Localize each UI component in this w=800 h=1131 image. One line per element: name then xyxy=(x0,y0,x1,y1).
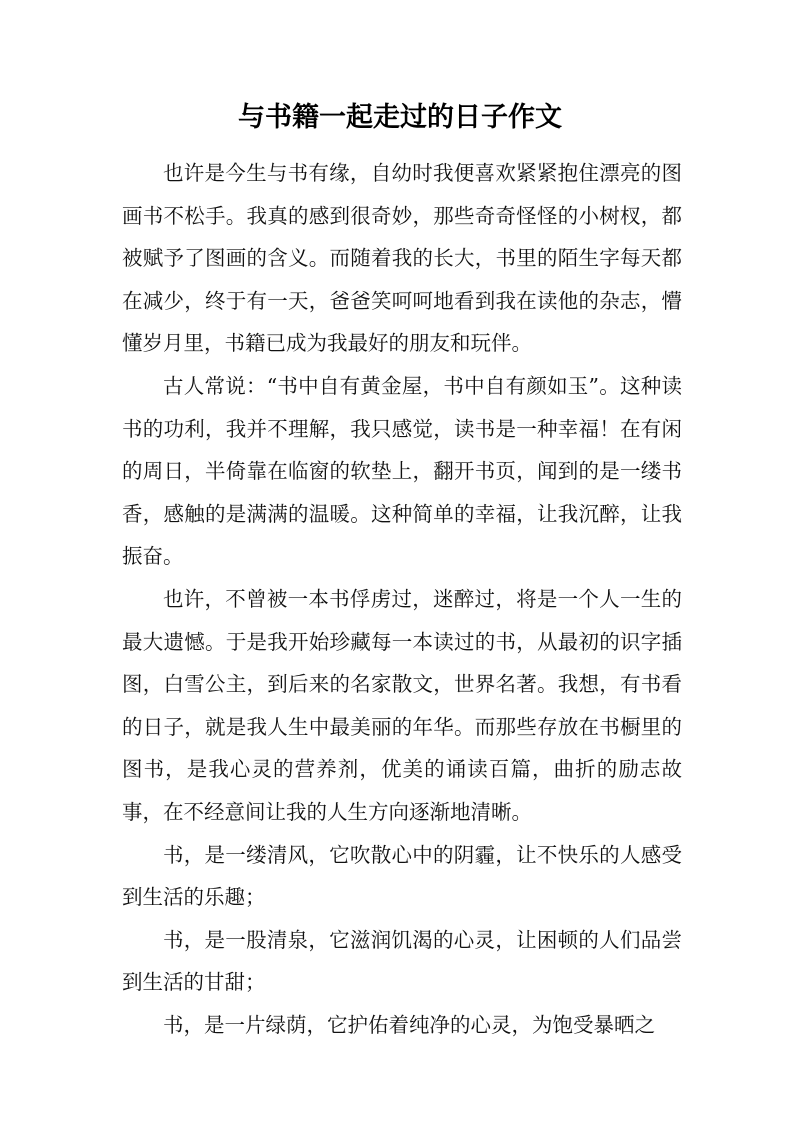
document-title: 与书籍一起走过的日子作文 xyxy=(238,102,562,133)
paragraph: 书，是一缕清风，它吹散心中的阴霾，让不快乐的人感受到生活的乐趣； xyxy=(122,842,682,910)
paragraph: 也许，不曾被一本书俘虏过，迷醉过，将是一个人一生的最大遗憾。于是我开始珍藏每一本读过的书，从最初的识字插图，白雪公主，到后来的名家散文，世界名著。我想，有书看的日子，就是我人生中最美丽的年华。而那些存放在书橱里的图书，是我心灵的营养剂，优美的诵读百篇，曲折的励志故事，在不经意间让我的人生方向逐渐地清晰。 xyxy=(122,586,682,824)
paragraph: 也许是今生与书有缘，自幼时我便喜欢紧紧抱住漂亮的图画书不松手。我真的感到很奇妙，那些奇奇怪怪的小树杈，都被赋予了图画的含义。而随着我的长大，书里的陌生字每天都在减少，终于有一天，爸爸笑呵呵地看到我在读他的杂志，懵懂岁月里，书籍已成为我最好的朋友和玩伴。 xyxy=(122,161,682,356)
paragraph: 书，是一片绿荫，它护佑着纯净的心灵，为饱受暴晒之 xyxy=(163,1012,655,1037)
document-body xyxy=(122,152,682,1046)
paragraph: 书，是一股清泉，它滋润饥渴的心灵，让困顿的人们品尝到生活的甘甜； xyxy=(122,927,682,995)
paragraph: 古人常说：“书中自有黄金屋，书中自有颜如玉”。这种读书的功利，我并不理解，我只感觉，读书是一种幸福！在有闲的周日，半倚靠在临窗的软垫上，翻开书页，闻到的是一缕书香，感触的是满满的温暖。这种简单的幸福，让我沉醉，让我振奋。 xyxy=(122,373,682,569)
